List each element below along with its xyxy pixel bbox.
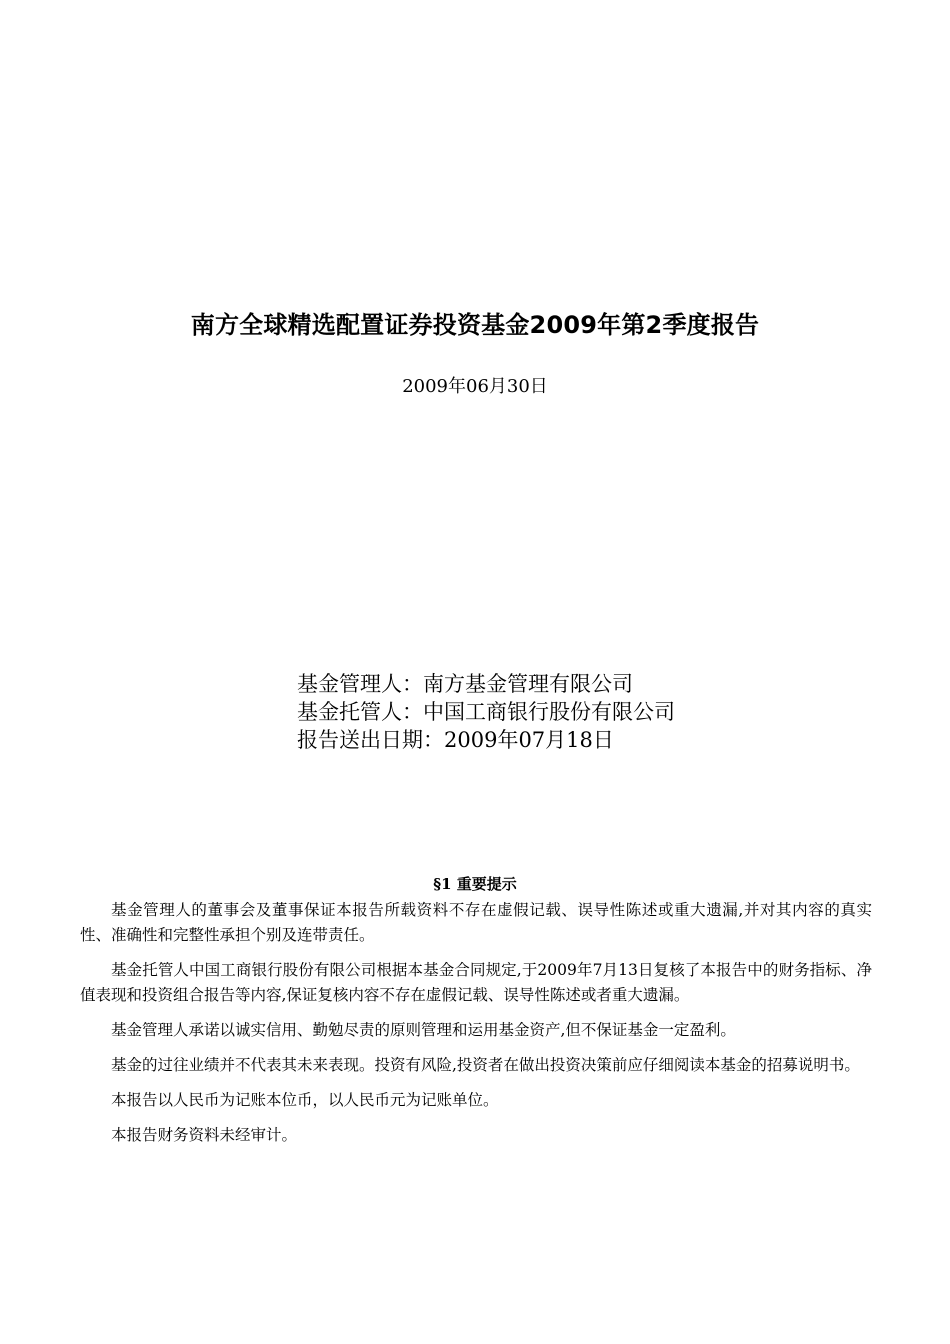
section-heading: §1 重要提示 [433, 875, 517, 893]
report-period-date: 2009年06月30日 [402, 376, 548, 397]
paragraph: 本报告以人民币为记账本位币，以人民币元为记账单位。 [111, 1091, 499, 1109]
section-body [80, 898, 872, 1158]
paragraph: 基金的过往业绩并不代表其未来表现。投资有风险,投资者在做出投资决策前应仔细阅读本基金的招募说明书。 [111, 1056, 860, 1074]
release-date-line: 报告送出日期：2009年07月18日 [297, 728, 614, 752]
paragraph: 基金管理人承诺以诚实信用、勤勉尽责的原则管理和运用基金资产,但不保证基金一定盈利。 [111, 1021, 736, 1039]
fund-manager-line: 基金管理人：南方基金管理有限公司 [297, 672, 633, 696]
paragraph: 本报告财务资料未经审计。 [111, 1126, 298, 1144]
paragraph: 基金管理人的董事会及董事保证本报告所载资料不存在虚假记载、误导性陈述或重大遗漏,并对其内容的真实性、准确性和完整性承担个别及连带责任。 [80, 901, 872, 944]
paragraph: 基金托管人中国工商银行股份有限公司根据本基金合同规定,于2009年7月13日复核了本报告中的财务指标、净值表现和投资组合报告等内容,保证复核内容不存在虚假记载、误导性陈述或者重大遗漏。 [80, 961, 872, 1004]
document-title: 南方全球精选配置证券投资基金2009年第2季度报告 [190, 311, 760, 339]
fund-info-block [297, 670, 675, 754]
fund-custodian-line: 基金托管人：中国工商银行股份有限公司 [297, 700, 675, 724]
